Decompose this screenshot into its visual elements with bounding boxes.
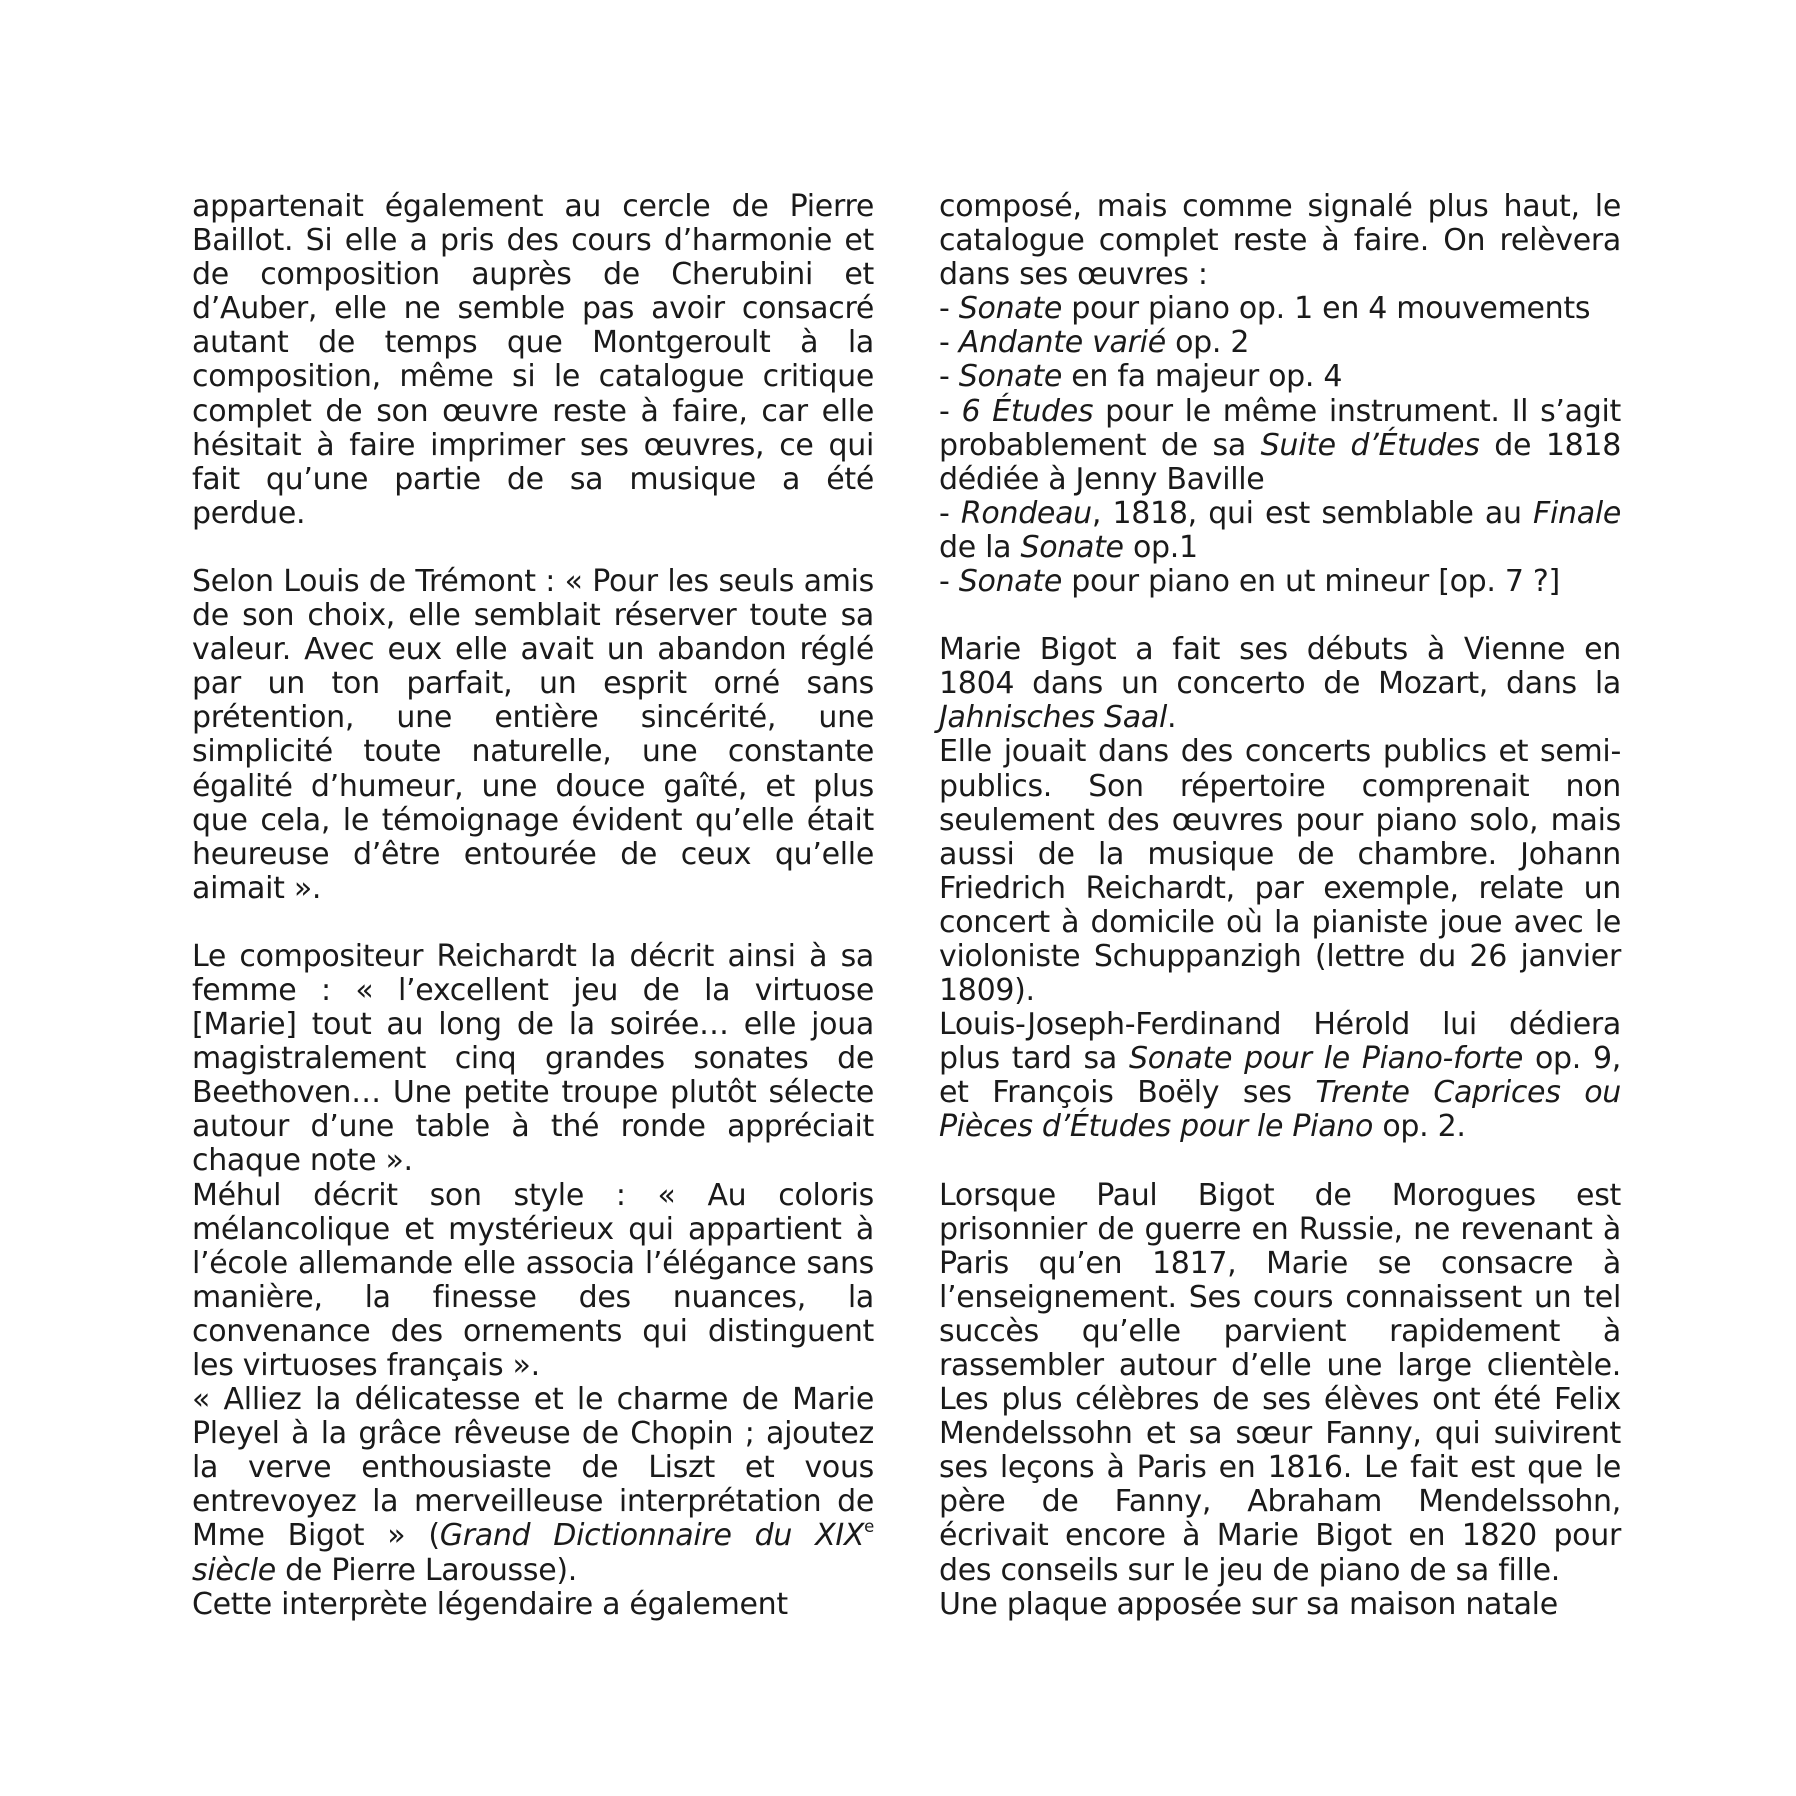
paragraph-gap: [192, 906, 874, 940]
text-run: de la: [939, 529, 1021, 565]
text-run: .: [1167, 700, 1177, 736]
paragraph: Méhul décrit son style : « Au coloris mélancolique et mystérieux qui appartient à l’école allemande elle associa l’élégance sans manière, la finesse des nuances, la convenance des ornements qui distinguent les virtuoses français ».: [192, 1177, 874, 1383]
italic-title: Grand Dictionnaire du XIX: [439, 1518, 865, 1554]
right-text-column: [939, 190, 1621, 1622]
italic-title: Sonate: [958, 359, 1062, 395]
paragraph: Une plaque apposée sur sa maison natale: [939, 1586, 1558, 1622]
text-run: pour piano op. 1 en 4 mouvements: [1061, 291, 1591, 327]
italic-title: Sonate: [1020, 529, 1124, 565]
italic-title: Rondeau: [960, 495, 1092, 531]
list-dash: -: [939, 291, 959, 327]
text-run: op. 2.: [1373, 1109, 1466, 1145]
paragraph: Lorsque Paul Bigot de Morogues est prisonnier de guerre en Russie, ne revenant à Paris qu’en 1817, Marie se consacre à l’enseignement. Ses cours connaissent un tel succès qu’elle parvient rapidement à rassembler autour d’elle une large clientèle. Les plus célèbres de ses élèves ont été Felix Mendelssohn et sa sœur Fanny, qui suivirent ses leçons à Paris en 1816. Le fait est que le père de Fanny, Abraham Mendelssohn, écrivait encore à Marie Bigot en 1820 pour des conseils sur le jeu de piano de sa fille.: [939, 1177, 1621, 1588]
text-run: pour piano en ut mineur [op. 7 ?]: [1061, 564, 1560, 600]
italic-title: 6 Études: [961, 393, 1094, 429]
italic-title: Sonate pour le Piano-forte: [1128, 1041, 1523, 1077]
list-dash: -: [939, 325, 959, 361]
list-item: [939, 292, 1621, 326]
paragraph: appartenait également au cercle de Pierre Baillot. Si elle a pris des cours d’harmonie et de composition auprès de Cherubini et d’Auber, elle ne semble pas avoir consacré autant de temps que Montgeroult à la composition, même si le catalogue critique complet de son œuvre reste à faire, car elle hésitait à faire imprimer ses œuvres, ce qui fait qu’une partie de sa musique a été perdue.: [192, 189, 874, 531]
left-text-column: [192, 190, 874, 1622]
text-run: de Pierre Larousse).: [275, 1552, 577, 1588]
paragraph: Elle jouait dans des concerts publics et semi-publics. Son répertoire comprenait non seulement des œuvres pour piano solo, mais aussi de la musique de chambre. Johann Friedrich Reichardt, par exemple, relate un concert à domicile où la pianiste joue avec le violoniste Schuppanzigh (lettre du 26 janvier 1809).: [939, 734, 1621, 1009]
paragraph-gap: [939, 599, 1621, 633]
paragraph: [939, 633, 1621, 735]
list-dash: -: [939, 564, 959, 600]
list-dash: -: [939, 495, 961, 531]
italic-title: siècle: [192, 1552, 276, 1588]
list-item: [939, 395, 1621, 497]
paragraph: [192, 1383, 874, 1588]
text-run: op.1: [1123, 529, 1198, 565]
text-run: , 1818, qui est semblable au: [1091, 495, 1534, 531]
text-run: pour le même instrument. Il s’agit probablement de sa: [939, 393, 1621, 463]
text-run: op. 9, et François Boëly ses: [939, 1041, 1621, 1111]
text-run: de 1818 dédiée à Jenny Baville: [939, 427, 1622, 497]
text-run: « Alliez la délicatesse et le charme de Marie Pleyel à la grâce rêveuse de Chopin ; ajoutez la verve enthousiaste de Liszt et vous entrevoyez la merveilleuse interprétation de Mme Bigot » (: [192, 1382, 874, 1554]
list-item: [939, 326, 1621, 360]
italic-title: Jahnisches Saal: [939, 700, 1168, 736]
list-dash: -: [939, 359, 959, 395]
superscript: e: [864, 1517, 874, 1537]
italic-title: Trente Caprices ou Pièces d’Études pour le Piano: [939, 1075, 1621, 1145]
text-run: Marie Bigot a fait ses débuts à Vienne en 1804 dans un concerto de Mozart, dans la: [939, 632, 1621, 702]
paragraph: Le compositeur Reichardt la décrit ainsi à sa femme : « l’excellent jeu de la virtuose [Marie] tout au long de la soirée… elle joua magistralement cinq grandes sonates de Beethoven… Une petite troupe plutôt sélecte autour d’une table à thé ronde appréciait chaque note ».: [192, 938, 874, 1179]
text-run: Louis-Joseph-Ferdinand Hérold lui dédiera plus tard sa: [939, 1007, 1621, 1077]
paragraph: [939, 1008, 1621, 1144]
italic-title: Sonate: [958, 291, 1062, 327]
italic-title: Suite d’Études: [1260, 427, 1480, 463]
italic-title: Andante varié: [958, 325, 1166, 361]
list-item: [939, 497, 1621, 565]
italic-title: Sonate: [958, 564, 1062, 600]
list-item: [939, 360, 1621, 394]
paragraph-gap: [939, 1145, 1621, 1179]
list-item: [939, 565, 1621, 599]
paragraph: composé, mais comme signalé plus haut, le catalogue complet reste à faire. On relèvera dans ses œuvres :: [939, 189, 1621, 293]
paragraph: Cette interprète légendaire a également: [192, 1586, 788, 1622]
list-dash: -: [939, 393, 962, 429]
italic-title: Finale: [1533, 495, 1622, 531]
text-run: en fa majeur op. 4: [1061, 359, 1343, 395]
paragraph-gap: [192, 531, 874, 565]
text-run: op. 2: [1165, 325, 1250, 361]
paragraph: Selon Louis de Trémont : « Pour les seuls amis de son choix, elle semblait réserver toute sa valeur. Avec eux elle avait un abandon réglé par un ton parfait, un esprit orné sans prétention, une entière sincérité, une simplicité toute naturelle, une constante égalité d’humeur, une douce gaîté, et plus que cela, le témoignage évident qu’elle était heureuse d’être entourée de ceux qu’elle aimait ».: [192, 563, 874, 906]
